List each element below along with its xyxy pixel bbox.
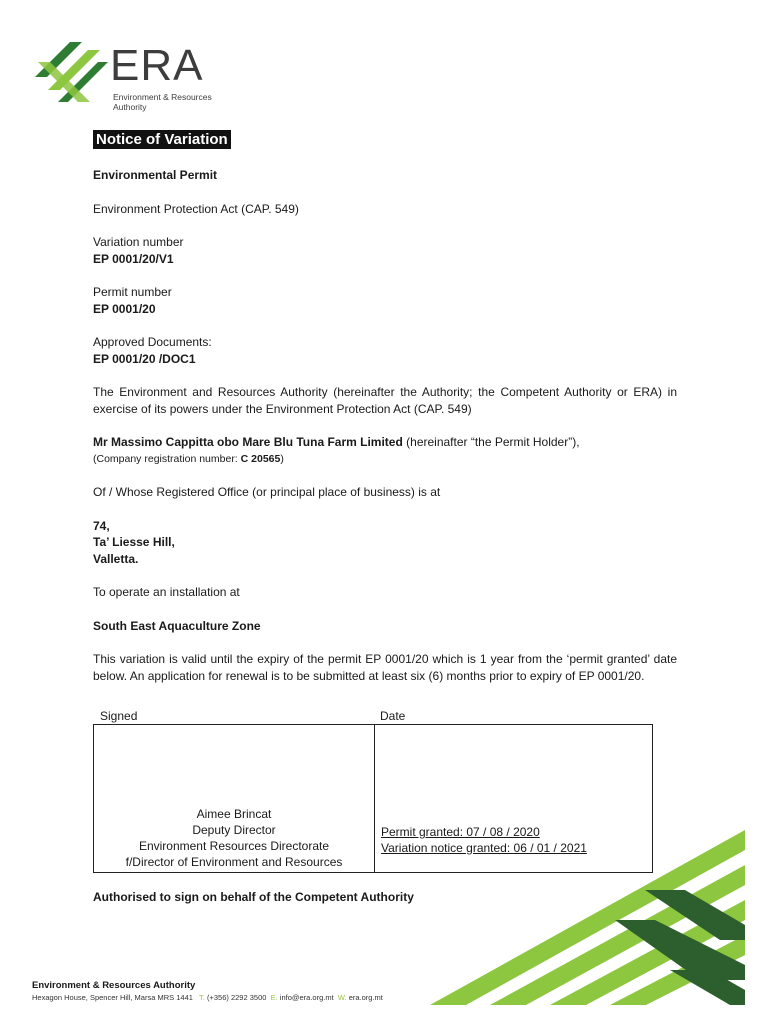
footer-email[interactable]: info@era.org.mt <box>279 993 334 1002</box>
permit-number-label: Permit number <box>93 285 172 299</box>
approved-docs-label: Approved Documents: <box>93 335 212 349</box>
address-line: Ta’ Liesse Hill, <box>93 535 175 549</box>
installation-location: South East Aquaculture Zone <box>93 618 261 633</box>
signature-cell <box>94 725 375 872</box>
permit-type: Environmental Permit <box>93 168 218 182</box>
signer-block <box>94 806 374 870</box>
permit-holder <box>93 434 677 451</box>
variation-granted-date: Variation notice granted: 06 / 01 / 2021 <box>381 841 587 855</box>
signer-for: f/Director of Environment and Resources <box>125 855 343 869</box>
signer-title: Deputy Director <box>192 823 276 837</box>
footer-contact: Hexagon House, Spencer Hill, Marsa MRS 1441 T. (+356) 2292 3500 E. info@era.org.mt W. era.org.mt <box>32 993 383 1002</box>
holder-name: Mr Massimo Cappitta obo Mare Blu Tuna Farm Limited <box>93 435 403 449</box>
footer-web[interactable]: era.org.mt <box>348 993 383 1002</box>
office-statement: Of / Whose Registered Office (or principal place of business) is at <box>93 485 441 499</box>
logo-acronym: ERA <box>110 41 204 90</box>
footer-address: Hexagon House, Spencer Hill, Marsa MRS 1441 <box>32 993 193 1002</box>
permit-granted-date: Permit granted: 07 / 08 / 2020 <box>381 825 540 839</box>
signed-label: Signed <box>100 709 138 723</box>
signer-name: Aimee Brincat <box>196 807 272 821</box>
footer-tel: (+356) 2292 3500 <box>206 993 267 1002</box>
address-line: Valletta. <box>93 551 139 566</box>
address-line: 74, <box>93 518 110 533</box>
variation-number: EP 0001/20/V1 <box>93 251 174 266</box>
signer-dept: Environment Resources Directorate <box>138 839 330 853</box>
date-label: Date <box>380 709 406 723</box>
authorisation-statement: Authorised to sign on behalf of the Competent Authority <box>93 890 414 904</box>
company-reg-number: C 20565 <box>240 452 281 465</box>
logo-mark-icon <box>35 42 108 102</box>
footer-org: Environment & Resources Authority <box>32 980 196 991</box>
act-reference: Environment Protection Act (CAP. 549) <box>93 201 299 216</box>
notice-body <box>93 130 677 684</box>
page-title: Notice of Variation <box>93 130 231 149</box>
approved-docs: EP 0001/20 /DOC1 <box>93 351 196 366</box>
holder-suffix: (hereinafter “the Permit Holder”), <box>406 435 580 449</box>
authority-statement: The Environment and Resources Authority (hereinafter the Authority; the Competent Authority or ERA) in exercise of its powers under the Environment Protection Act (CAP. 549) <box>93 385 677 416</box>
permit-number: EP 0001/20 <box>93 301 156 316</box>
operate-statement: To operate an installation at <box>93 585 240 599</box>
company-registration: (Company registration number: C 20565) <box>93 452 284 465</box>
logo-subtitle: Environment & Resources Authority <box>113 92 212 112</box>
validity-statement: This variation is valid until the expiry of the permit EP 0001/20 which is 1 year from the ‘permit granted’ date below. An application for renewal is to be submitted at least six (6) months prior to expiry of EP 0001/20. <box>93 652 677 683</box>
variation-number-label: Variation number <box>93 235 184 249</box>
decorative-stripes-icon <box>430 830 745 1005</box>
